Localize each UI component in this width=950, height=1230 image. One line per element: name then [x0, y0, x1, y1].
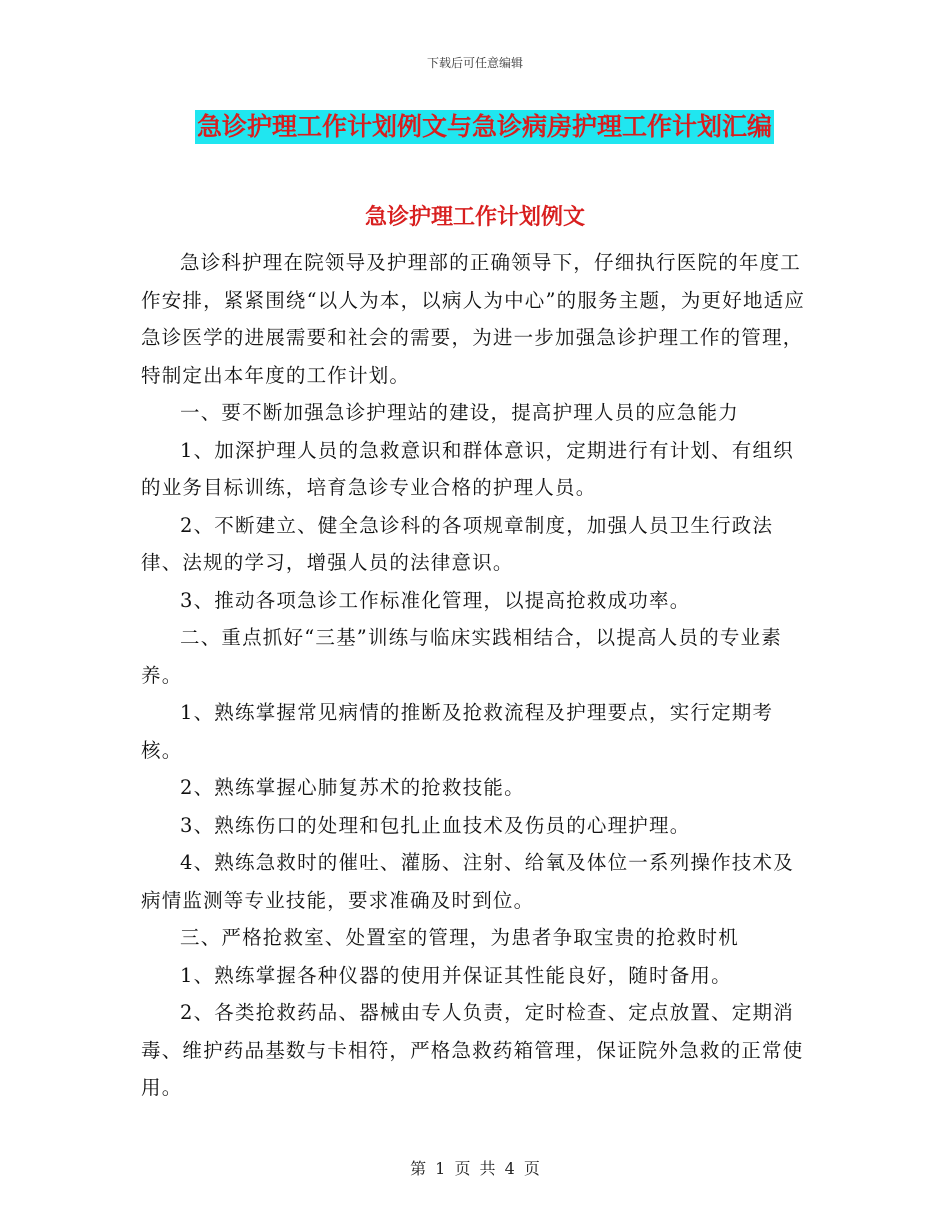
- paragraph-item: 4、熟练急救时的催吐、灌肠、注射、给氧及体位一系列操作技术及病情监测等专业技能，要求准确及时到位。: [141, 851, 794, 912]
- section-title: 急诊护理工作计划例文: [364, 205, 585, 230]
- paragraph-item: 3、熟练伤口的处理和包扎止血技术及伤员的心理护理。: [180, 813, 691, 837]
- paragraph-item: 2、各类抢救药品、器械由专人负责，定时检查、定点放置、定期消毒、维护药品基数与卡相符，严格急救药箱管理，保证院外急救的正常使用。: [141, 1001, 804, 1099]
- body-text: [141, 244, 811, 1107]
- document-title: 急诊护理工作计划例文与急诊病房护理工作计划汇编: [195, 110, 774, 144]
- header-note: 下载后可任意编辑: [426, 56, 523, 70]
- paragraph-item: 2、不断建立、健全急诊科的各项规章制度，加强人员卫生行政法律、法规的学习，增强人员的法律意识。: [141, 513, 774, 574]
- paragraph-heading-2: 二、重点抓好“三基”训练与临床实践相结合，以提高人员的专业素养。: [141, 626, 782, 687]
- page-number: 第 1 页 共 4 页: [410, 1159, 540, 1178]
- paragraph-item: 1、熟练掌握各种仪器的使用并保证其性能良好，随时备用。: [180, 963, 732, 987]
- paragraph-item: 1、熟练掌握常见病情的推断及抢救流程及护理要点，实行定期考核。: [141, 701, 774, 762]
- paragraph-item: 2、熟练掌握心肺复苏术的抢救技能。: [180, 776, 525, 799]
- paragraph-item: 1、加深护理人员的急救意识和群体意识，定期进行有计划、有组织的业务目标训练，培育急诊专业合格的护理人员。: [141, 438, 794, 499]
- paragraph-heading-1: 一、要不断加强急诊护理站的建设，提高护理人员的应急能力: [180, 401, 739, 424]
- paragraph-item: 3、推动各项急诊工作标准化管理，以提高抢救成功率。: [180, 588, 691, 612]
- paragraph-heading-3: 三、严格抢救室、处置室的管理，为患者争取宝贵的抢救时机: [180, 926, 739, 949]
- paragraph-intro: 急诊科护理在院领导及护理部的正确领导下，仔细执行医院的年度工作安排，紧紧围绕“以人为本，以病人为中心”的服务主题，为更好地适应急诊医学的进展需要和社会的需要，为进一步加强急诊护理工作的管理，特制定出本年度的工作计划。: [141, 251, 806, 387]
